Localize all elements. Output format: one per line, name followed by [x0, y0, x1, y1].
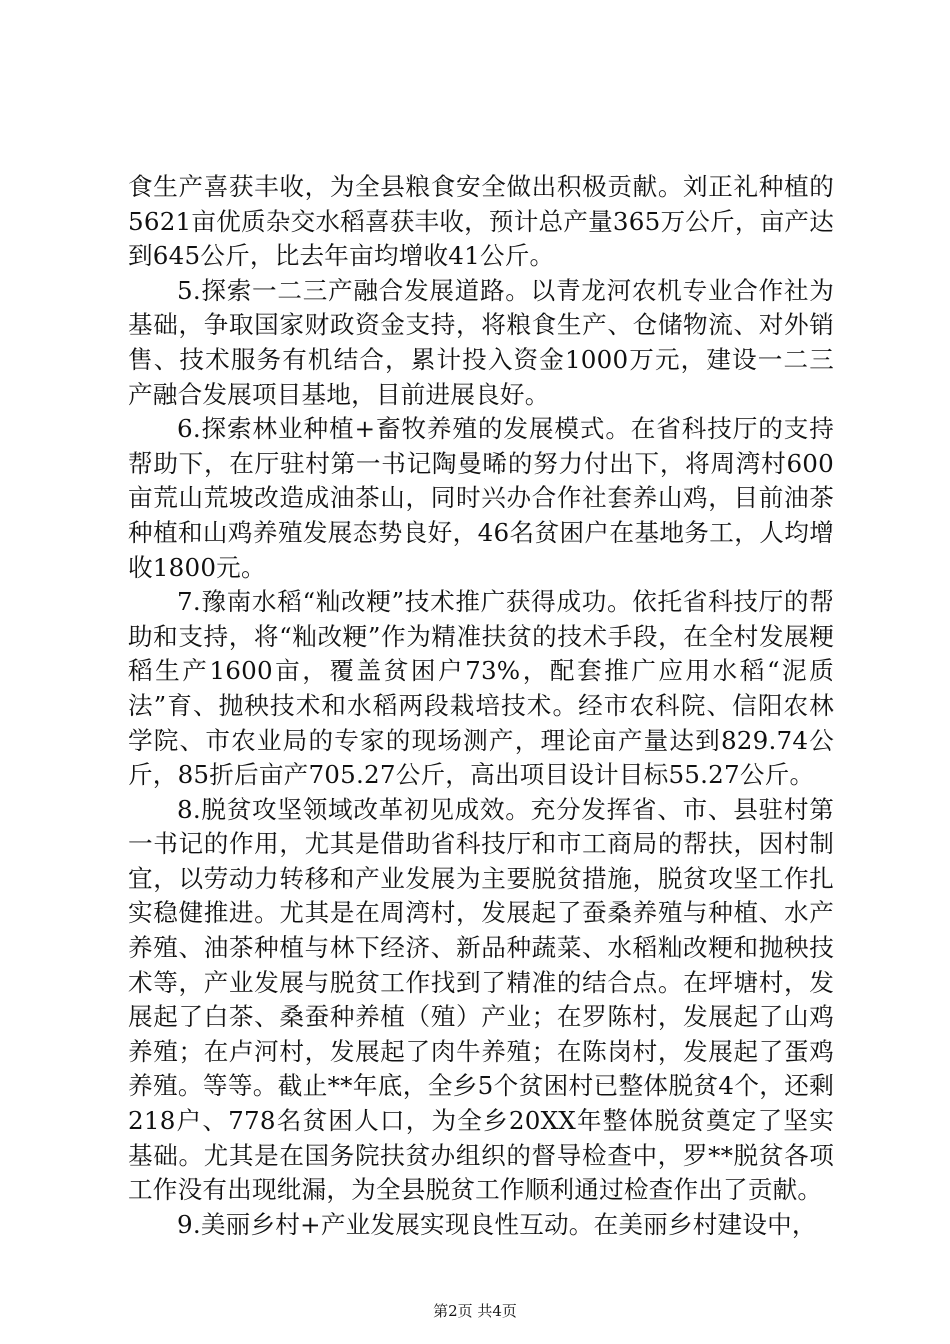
paragraph-item-8: 8.脱贫攻坚领域改革初见成效。充分发挥省、市、县驻村第一书记的作用，尤其是借助省科技厅和市工商局的帮扶，因村制宜，以劳动力转移和产业发展为主要脱贫措施，脱贫攻坚工作扎实稳健推进。尤其是在周湾村，发展起了蚕桑养殖与种植、水产养殖、油茶种植与林下经济、新品种蔬菜、水稻籼改粳和抛秧技术等，产业发展与脱贫工作找到了精准的结合点。在坪塘村，发展起了白茶、桑蚕种养植（殖）产业；在罗陈村，发展起了山鸡养殖；在卢河村，发展起了肉牛养殖；在陈岗村，发展起了蛋鸡养殖。等等。截止**年底，全乡5个贫困村已整体脱贫4个，还剩218户、778名贫困人口，为全乡20XX年整体脱贫奠定了坚实基础。尤其是在国务院扶贫办组织的督导检查中，罗**脱贫各项工作没有出现纰漏，为全县脱贫工作顺利通过检查作出了贡献。: [128, 794, 834, 1205]
paragraph-item-6: 6.探索林业种植+畜牧养殖的发展模式。在省科技厅的支持帮助下，在厅驻村第一书记陶曼晞的努力付出下，将周湾村600亩荒山荒坡改造成油茶山，同时兴办合作社套养山鸡，目前油茶种植和山鸡养殖发展态势良好，46名贫困户在基地务工，人均增收1800元。: [128, 414, 834, 582]
page-number-footer: 第2页 共4页: [433, 1302, 517, 1320]
paragraph-item-5: 5.探索一二三产融合发展道路。以青龙河农机专业合作社为基础，争取国家财政资金支持，将粮食生产、仓储物流、对外销售、技术服务有机结合，累计投入资金1000万元，建设一二三产融合发展项目基地，目前进展良好。: [128, 275, 834, 409]
paragraph-item-9: 9.美丽乡村+产业发展实现良性互动。在美丽乡村建设中，: [177, 1209, 817, 1239]
paragraph-item-7: 7.豫南水稻“籼改粳”技术推广获得成功。依托省科技厅的帮助和支持，将“籼改粳”作为精准扶贫的技术手段，在全村发展粳稻生产1600亩，覆盖贫困户73%，配套推广应用水稻“泥质法”育、抛秧技术和水稻两段栽培技术。经市农科院、信阳农林学院、市农业局的专家的现场测产，理论亩产量达到829.74公斤，85折后亩产705.27公斤，高出项目设计目标55.27公斤。: [128, 587, 834, 790]
paragraph-continued: 食生产喜获丰收，为全县粮食安全做出积极贡献。刘正礼种植的5621亩优质杂交水稻喜获丰收，预计总产量365万公斤，亩产达到645公斤，比去年亩均增收41公斤。: [128, 172, 834, 271]
document-body: [128, 170, 834, 1242]
